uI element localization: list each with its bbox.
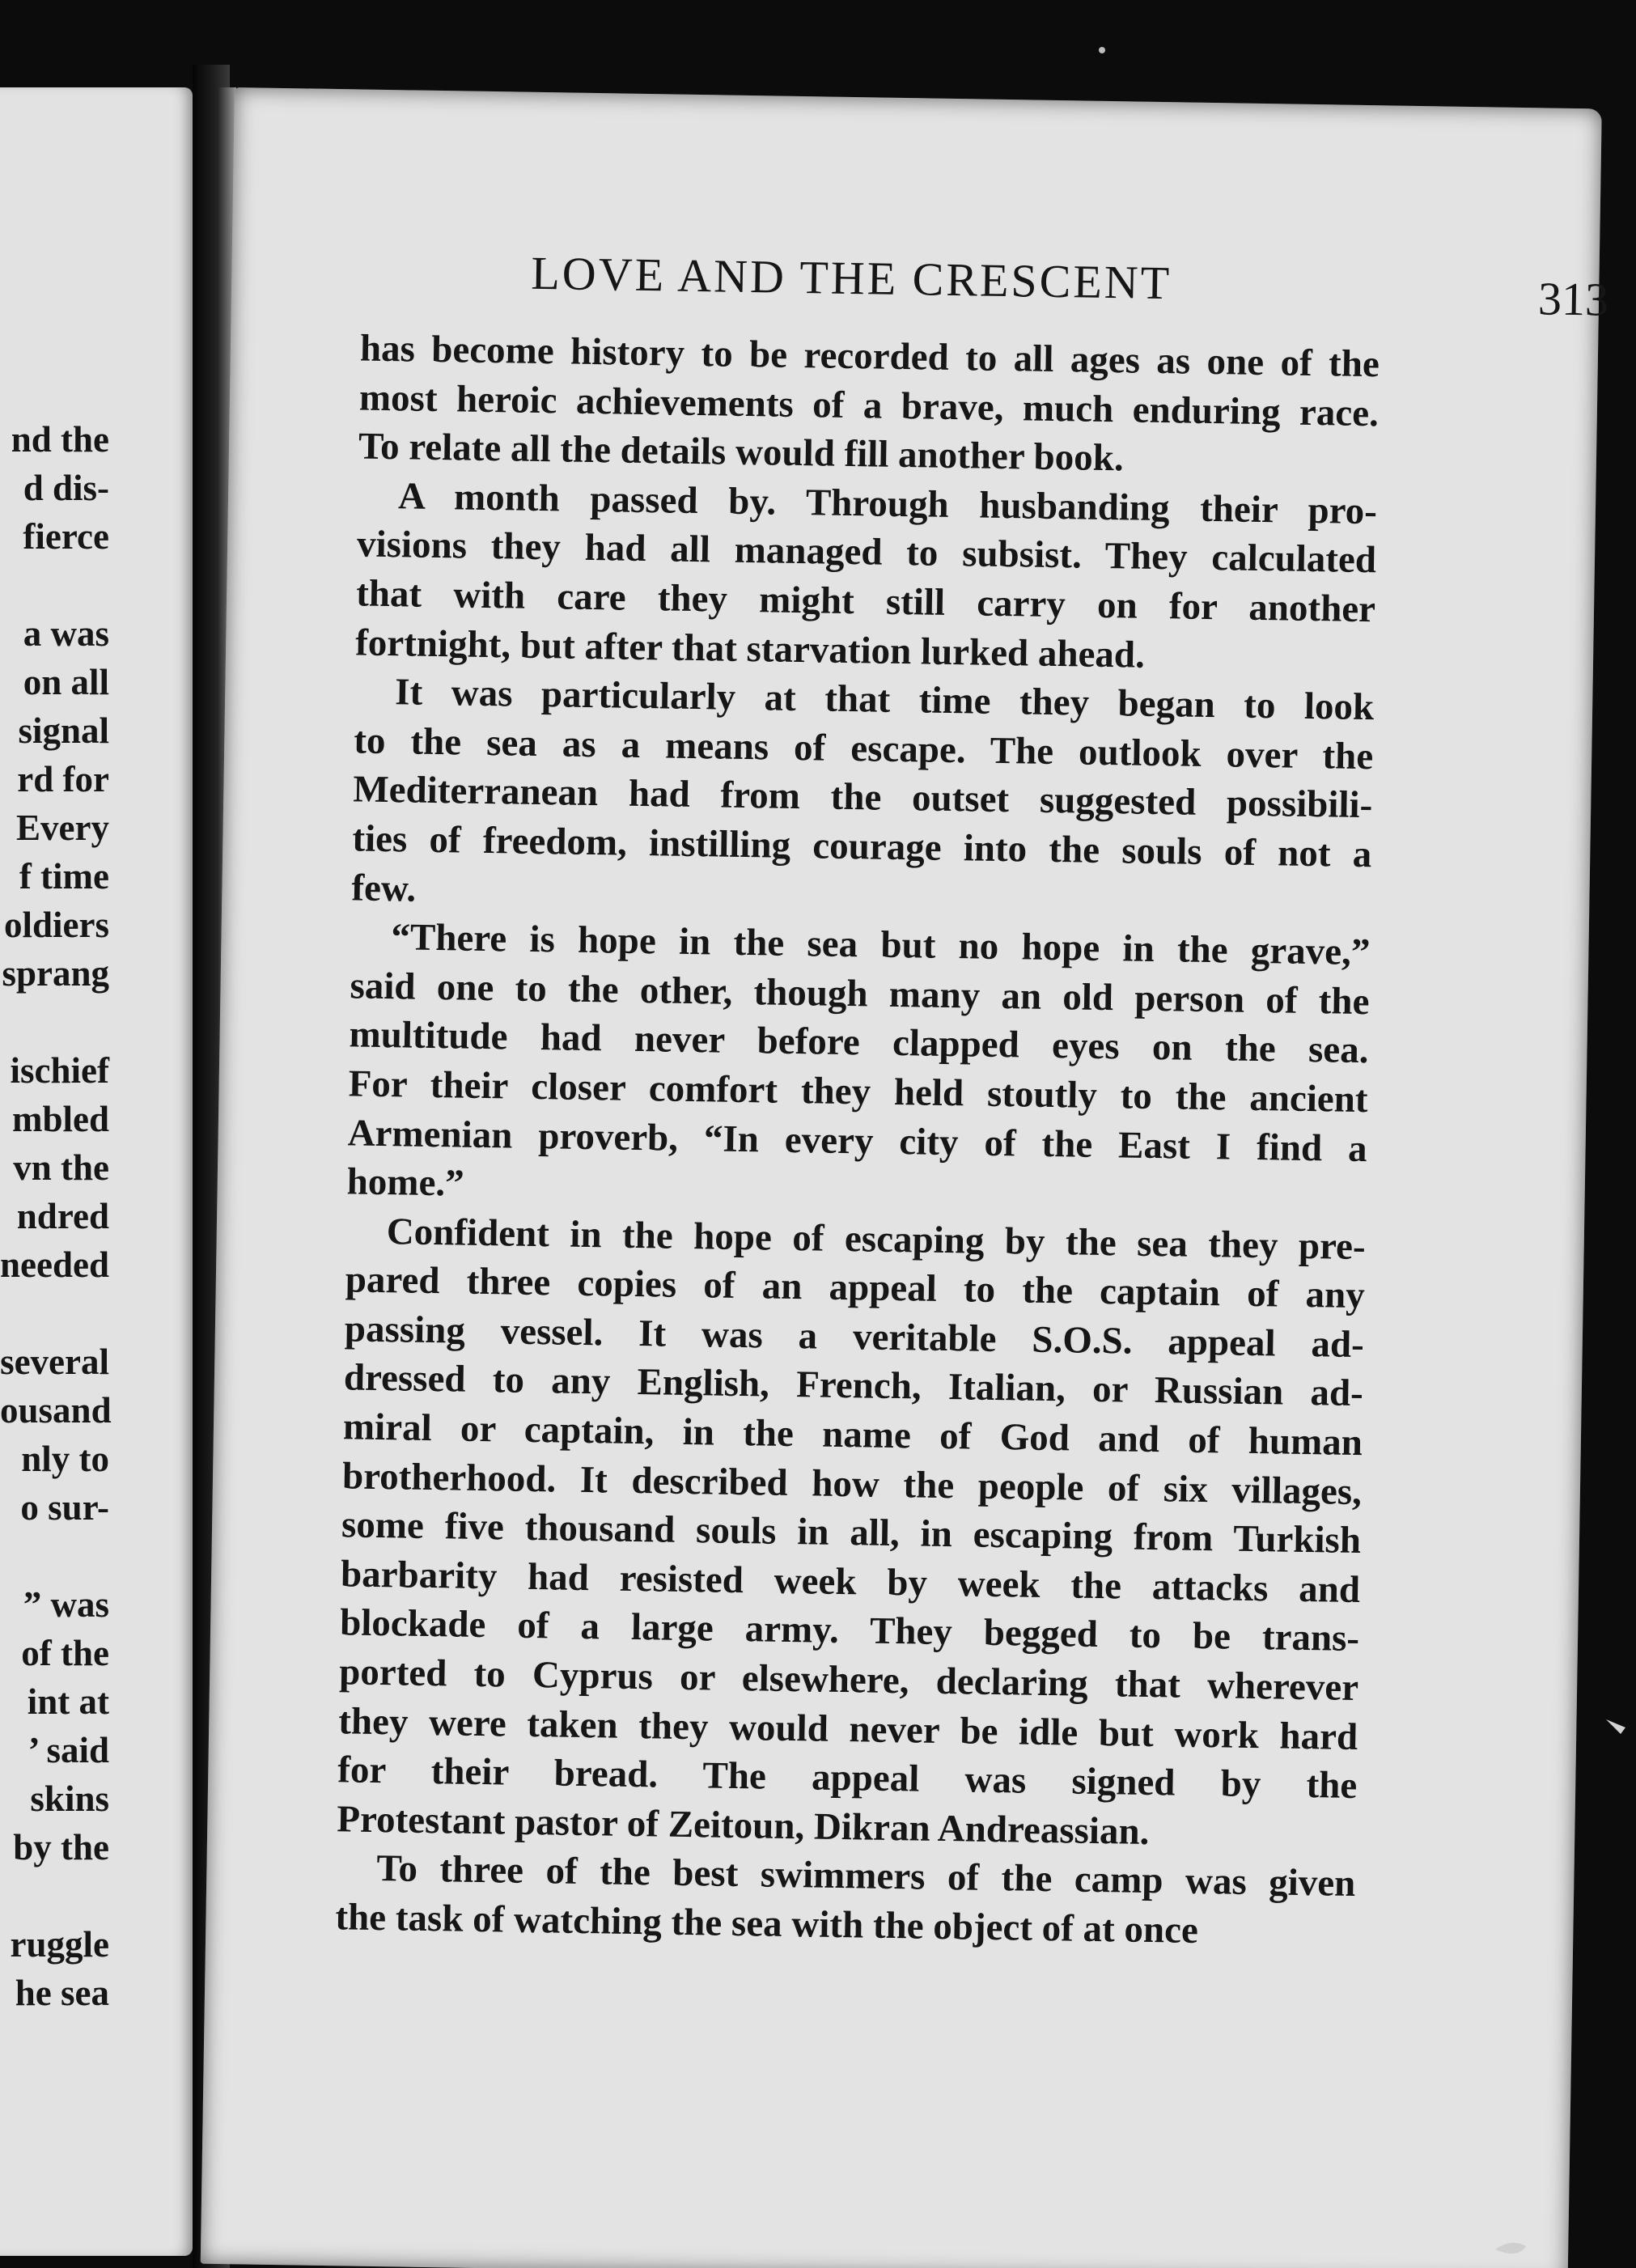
text-line: ties of freedom, instilling courage into the souls of not a bbox=[352, 817, 1372, 876]
left-page-line bbox=[0, 1386, 190, 1435]
left-page-line bbox=[0, 852, 190, 901]
text-line: to the sea as a means of escape. The outlook over the bbox=[353, 719, 1374, 778]
left-page-line-text: ischief bbox=[10, 1050, 109, 1091]
text-line: for their bread. The appeal was signed by the bbox=[337, 1749, 1358, 1808]
text-line: they were taken they would never be idle but work hard bbox=[337, 1699, 1358, 1758]
text-line: fortnight, but after that starvation lurked ahead. bbox=[354, 621, 1146, 676]
text-line: A month passed by. Through husbanding their pro- bbox=[397, 475, 1378, 533]
text-line: It was particularly at that time they began to look bbox=[394, 671, 1375, 729]
text-line: miral or captain, in the name of God and of human bbox=[342, 1405, 1363, 1465]
left-page-line bbox=[0, 1677, 190, 1726]
text-line: home.” bbox=[346, 1160, 465, 1205]
left-page-line bbox=[0, 1774, 190, 1823]
left-page-line-text: ’ said bbox=[28, 1730, 109, 1770]
text-line: Confident in the hope of escaping by the sea they pre- bbox=[386, 1210, 1367, 1268]
left-page-line bbox=[0, 609, 190, 658]
text-line: dressed to any English, French, Italian, or Russian ad- bbox=[343, 1356, 1364, 1415]
left-page-line-text: ndred bbox=[16, 1196, 109, 1236]
left-page-line bbox=[0, 1823, 190, 1872]
page-number: 313 bbox=[1537, 272, 1609, 326]
text-line: passing vessel. It was a veritable S.O.S. appeal ad- bbox=[344, 1308, 1365, 1366]
left-page-blank-line bbox=[0, 1872, 190, 1920]
text-line: “There is hope in the sea but no hope in the grave,” bbox=[391, 916, 1371, 974]
paragraph bbox=[346, 913, 1371, 1223]
left-page-line-text: Every bbox=[16, 808, 109, 848]
left-page-line-text: needed bbox=[0, 1244, 109, 1285]
running-title: LOVE AND THE CRESCENT bbox=[530, 246, 1172, 310]
left-page-line-text: nly to bbox=[21, 1439, 109, 1479]
left-page-text bbox=[0, 415, 190, 2017]
left-page-line-text: nd the bbox=[11, 419, 109, 460]
left-page-line bbox=[0, 1337, 190, 1386]
left-page-line-text: int at bbox=[27, 1681, 109, 1722]
left-page-line-text: ” was bbox=[23, 1584, 109, 1625]
left-page-line-text: d dis- bbox=[23, 468, 109, 508]
text-line: blockade of a large army. They begged to be trans- bbox=[339, 1601, 1360, 1660]
left-page-line bbox=[0, 1580, 190, 1629]
paragraph bbox=[358, 324, 1380, 487]
left-page-line-text: f time bbox=[19, 856, 109, 897]
left-page-line-text: ruggle bbox=[10, 1924, 109, 1965]
text-line: To relate all the details would fill another book. bbox=[358, 425, 1125, 480]
left-page-line-text: o sur- bbox=[20, 1487, 109, 1528]
paragraph bbox=[355, 471, 1378, 683]
left-page-line-text: ousand bbox=[0, 1390, 112, 1431]
left-page-line bbox=[0, 512, 190, 561]
left-page-line bbox=[0, 1192, 190, 1240]
left-page-blank-line bbox=[0, 998, 190, 1046]
left-page-line bbox=[0, 464, 190, 512]
text-line: brotherhood. It described how the people of six villages, bbox=[341, 1454, 1363, 1513]
left-page-blank-line bbox=[0, 561, 190, 609]
text-line: To three of the best swimmers of the camp was given bbox=[376, 1847, 1356, 1906]
left-page-line-text: of the bbox=[21, 1633, 109, 1673]
text-line: multitude had never before clapped eyes on the sea. bbox=[349, 1013, 1369, 1072]
left-page-line-text: rd for bbox=[17, 759, 109, 799]
left-page-line bbox=[0, 1435, 190, 1483]
left-page-line-text: a was bbox=[23, 613, 109, 654]
text-line: Protestant pastor of Zeitoun, Dikran Andreassian. bbox=[336, 1798, 1150, 1853]
text-line: said one to the other, though many an old person of the bbox=[350, 964, 1370, 1023]
left-page-line-text: sprang bbox=[2, 953, 109, 994]
text-line: most heroic achievements of a brave, much enduring race. bbox=[358, 376, 1380, 435]
left-page-line-text: several bbox=[0, 1342, 109, 1382]
left-page-line bbox=[0, 1920, 190, 1969]
dust-speck bbox=[1099, 47, 1105, 53]
left-page-line bbox=[0, 1095, 190, 1143]
text-line: barbarity had resisted week by week the attacks and bbox=[340, 1553, 1361, 1611]
body-text bbox=[335, 324, 1380, 1957]
text-line: that with care they might still carry on for another bbox=[355, 572, 1376, 631]
text-line: ported to Cyprus or elsewhere, declaring that wherever bbox=[338, 1651, 1359, 1710]
left-page-line bbox=[0, 949, 190, 998]
left-page-line bbox=[0, 901, 190, 949]
left-page-line bbox=[0, 658, 190, 706]
left-page-line-text: on all bbox=[23, 662, 109, 702]
left-page-line-text: skins bbox=[30, 1778, 109, 1819]
paragraph bbox=[351, 668, 1375, 929]
left-page-line bbox=[0, 1969, 190, 2017]
paragraph bbox=[335, 1844, 1356, 1958]
text-line: pared three copies of an appeal to the captain of any bbox=[345, 1258, 1366, 1317]
left-page-line-text: by the bbox=[13, 1827, 109, 1867]
left-page-blank-line bbox=[0, 1289, 190, 1337]
left-page-line bbox=[0, 1046, 190, 1095]
text-line: Mediterranean had from the outset suggested possibili- bbox=[352, 768, 1373, 827]
text-line: few. bbox=[351, 866, 417, 910]
text-line: For their closer comfort they held stoutly to the ancient bbox=[348, 1062, 1368, 1121]
left-page-line bbox=[0, 1629, 190, 1677]
text-line: the task of watching the sea with the object of at once bbox=[335, 1896, 1199, 1952]
text-line: visions they had all managed to subsist. They calculated bbox=[356, 523, 1377, 582]
left-page-line bbox=[0, 1240, 190, 1289]
left-page-line bbox=[0, 415, 190, 464]
dust-speck bbox=[1606, 1719, 1625, 1734]
text-line: Armenian proverb, “In every city of the East I find a bbox=[347, 1111, 1367, 1170]
left-page-line bbox=[0, 803, 190, 852]
left-page-line bbox=[0, 1726, 190, 1774]
left-page-line bbox=[0, 755, 190, 803]
text-line: some five thousand souls in all, in escaping from Turkish bbox=[341, 1503, 1362, 1562]
left-page-line bbox=[0, 1143, 190, 1192]
left-page-fragment bbox=[0, 87, 193, 2256]
page-header bbox=[530, 246, 1609, 335]
left-page-line-text: oldiers bbox=[4, 905, 109, 945]
left-page-line-text: vn the bbox=[13, 1147, 109, 1188]
left-page-line-text: signal bbox=[18, 710, 109, 751]
paragraph bbox=[337, 1206, 1366, 1859]
left-page-line-text: he sea bbox=[15, 1973, 109, 2013]
text-line: has become history to be recorded to all ages as one of the bbox=[359, 327, 1380, 386]
left-page-line bbox=[0, 1483, 190, 1532]
right-page bbox=[201, 87, 1609, 2268]
left-page-line-text: fierce bbox=[23, 516, 109, 557]
left-page-blank-line bbox=[0, 1532, 190, 1580]
left-page-line bbox=[0, 706, 190, 755]
left-page-line-text: mbled bbox=[11, 1099, 109, 1139]
